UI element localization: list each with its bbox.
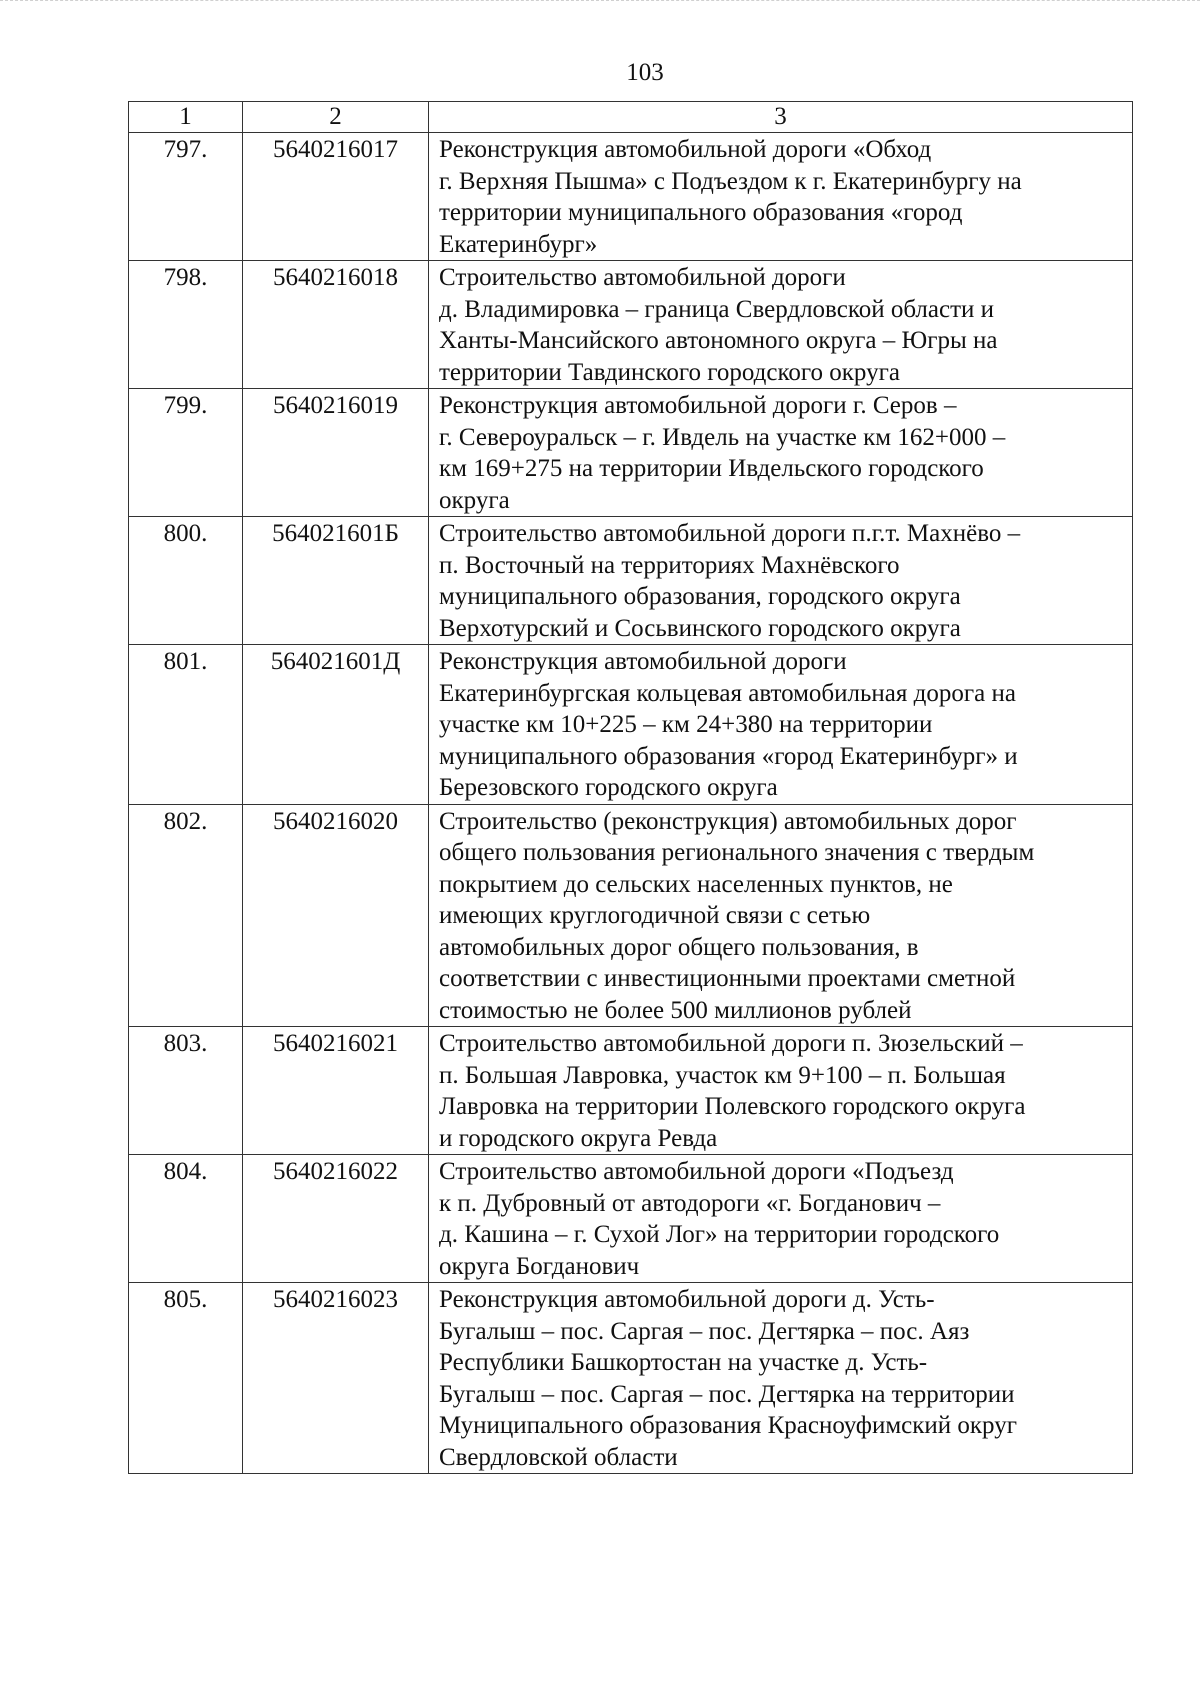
row-description xyxy=(429,1283,1133,1474)
row-code: 5640216021 xyxy=(243,1027,429,1155)
table-row xyxy=(129,261,1133,389)
row-description xyxy=(429,133,1133,261)
scan-edge xyxy=(0,0,1200,23)
description-line: общего пользования регионального значения с твердым xyxy=(439,839,1035,866)
description-line: Бугалыш – пос. Саргая – пос. Дегтярка – пос. Аяз xyxy=(439,1317,970,1345)
road-projects-table xyxy=(128,101,1133,1474)
description-line: Лавровка на территории Полевского городского округа xyxy=(439,1093,1026,1120)
description-line: Екатеринбургская кольцевая автомобильная дорога на xyxy=(439,679,1016,707)
description-line: Строительство автомобильной дороги п. Зюзельский – xyxy=(439,1030,1023,1057)
row-number: 800. xyxy=(129,517,243,645)
description-line: Республики Башкортостан на участке д. Усть- xyxy=(439,1349,928,1376)
table-row xyxy=(129,1155,1133,1283)
table-header-row xyxy=(129,102,1133,133)
column-header-number: 1 xyxy=(129,102,243,133)
row-code: 564021601Б xyxy=(243,517,429,645)
description-line: муниципального образования, городского округа xyxy=(439,583,961,610)
row-number: 801. xyxy=(129,645,243,805)
description-line: участке км 10+225 – км 24+380 на территории xyxy=(439,711,933,738)
table-row xyxy=(129,804,1133,1027)
description-line: Ханты-Мансийского автономного округа – Югры на xyxy=(439,327,998,354)
description-line: г. Североуральск – г. Ивдель на участке км 162+000 – xyxy=(439,423,1006,451)
column-header-code: 2 xyxy=(243,102,429,133)
description-line: д. Владимировка – граница Свердловской области и xyxy=(439,295,995,323)
row-description xyxy=(429,261,1133,389)
table-row xyxy=(129,133,1133,261)
table-row xyxy=(129,389,1133,517)
description-line: Реконструкция автомобильной дороги xyxy=(439,648,847,675)
description-line: Строительство (реконструкция) автомобильных дорог xyxy=(439,807,1017,835)
description-line: г. Верхняя Пышма» с Подъездом к г. Екатеринбургу на xyxy=(439,167,1022,195)
row-number: 798. xyxy=(129,261,243,389)
row-code: 5640216022 xyxy=(243,1155,429,1283)
description-line: территории муниципального образования «город xyxy=(439,199,963,226)
description-line: Реконструкция автомобильной дороги «Обход xyxy=(439,136,932,163)
description-line: к п. Дубровный от автодороги «г. Богданович – xyxy=(439,1189,941,1217)
description-line: п. Восточный на территориях Махнёвского xyxy=(439,551,900,579)
row-number: 799. xyxy=(129,389,243,517)
row-number: 797. xyxy=(129,133,243,261)
description-line: Реконструкция автомобильной дороги г. Серов – xyxy=(439,392,957,419)
description-line: соответствии с инвестиционными проектами сметной xyxy=(439,965,1016,992)
description-line: муниципального образования «город Екатеринбург» и xyxy=(439,742,1018,770)
table-row xyxy=(129,645,1133,805)
description-line: покрытием до сельских населенных пунктов, не xyxy=(439,870,953,898)
description-line: Свердловской области xyxy=(439,1443,678,1471)
table-row xyxy=(129,517,1133,645)
description-line: Строительство автомобильной дороги п.г.т. Махнёво – xyxy=(439,520,1021,547)
row-code: 5640216017 xyxy=(243,133,429,261)
description-line: Строительство автомобильной дороги xyxy=(439,264,846,291)
row-number: 804. xyxy=(129,1155,243,1283)
row-number: 802. xyxy=(129,804,243,1027)
row-code: 5640216019 xyxy=(243,389,429,517)
row-number: 803. xyxy=(129,1027,243,1155)
description-line: стоимостью не более 500 миллионов рублей xyxy=(439,996,912,1024)
description-line: км 169+275 на территории Ивдельского городского xyxy=(439,455,984,482)
description-line: территории Тавдинского городского округа xyxy=(439,358,900,386)
description-line: д. Кашина – г. Сухой Лог» на территории городского xyxy=(439,1221,1000,1248)
description-line: имеющих круглогодичной связи с сетью xyxy=(439,902,871,929)
row-description xyxy=(429,804,1133,1027)
table-row xyxy=(129,1283,1133,1474)
description-line: Екатеринбург» xyxy=(439,230,598,258)
description-line: Муниципального образования Красноуфимский округ xyxy=(439,1412,1017,1439)
description-line: и городского округа Ревда xyxy=(439,1124,718,1152)
description-line: автомобильных дорог общего пользования, в xyxy=(439,933,919,961)
description-line: Строительство автомобильной дороги «Подъезд xyxy=(439,1158,954,1185)
description-line: округа Богданович xyxy=(439,1252,640,1280)
row-code: 5640216020 xyxy=(243,804,429,1027)
description-line: п. Большая Лавровка, участок км 9+100 – п. Большая xyxy=(439,1061,1006,1089)
description-line: Березовского городского округа xyxy=(439,774,778,801)
column-header-description: 3 xyxy=(429,102,1133,133)
row-code: 5640216023 xyxy=(243,1283,429,1474)
description-line: округа xyxy=(439,486,510,514)
description-line: Бугалыш – пос. Саргая – пос. Дегтярка на территории xyxy=(439,1380,1015,1408)
row-description xyxy=(429,1027,1133,1155)
row-code: 5640216018 xyxy=(243,261,429,389)
description-line: Верхотурский и Сосьвинского городского округа xyxy=(439,614,961,642)
description-line: Реконструкция автомобильной дороги д. Усть- xyxy=(439,1286,935,1313)
row-description xyxy=(429,1155,1133,1283)
row-code: 564021601Д xyxy=(243,645,429,805)
row-number: 805. xyxy=(129,1283,243,1474)
row-description xyxy=(429,389,1133,517)
row-description xyxy=(429,517,1133,645)
row-description xyxy=(429,645,1133,805)
table-row xyxy=(129,1027,1133,1155)
page-number: 103 xyxy=(626,59,664,86)
